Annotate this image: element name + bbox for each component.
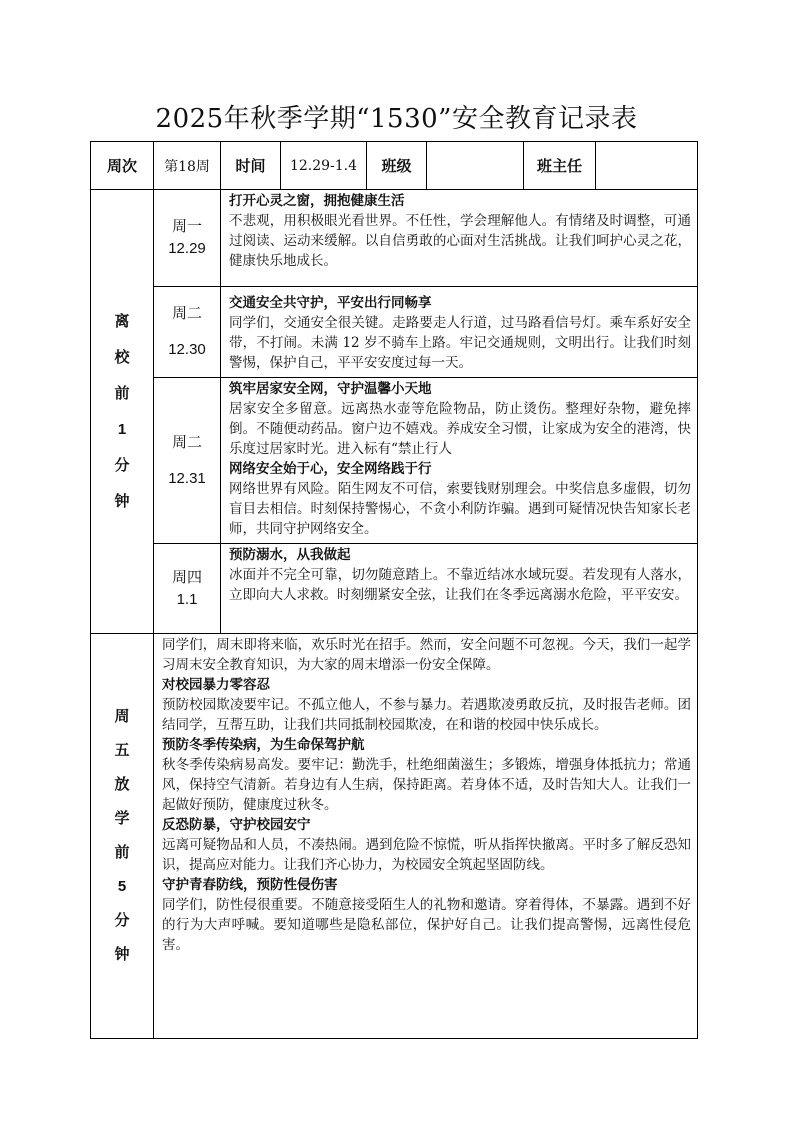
- day-cell: 周二 12.30: [154, 287, 221, 378]
- topic-text: 预防校园欺凌要牢记。不孤立他人，不参与暴力。若遇欺凌勇敢反抗，及时报告老师。团结同学，互帮互助，让我们共同抵制校园欺凌，在和谐的校园中快乐成长。: [162, 697, 691, 733]
- week-value[interactable]: 第18周: [154, 142, 221, 190]
- topic-text: 远离可疑物品和人员，不凑热闹。遇到危险不惊慌，听从指挥快撤离。平时多了解反恐知识，提高应对能力。让我们齐心协力，为校园安全筑起坚固防线。: [162, 837, 691, 873]
- day-row: [91, 378, 698, 544]
- topic-text: 居家安全多留意。远离热水壶等危险物品，防止烫伤。整理好杂物，避免摔倒。不随便动药品。窗户边不嬉戏。养成安全习惯，让家成为安全的港湾，快乐度过居家时光。进入标有“禁止行人: [229, 401, 691, 457]
- topic-text: 不悲观，用积极眼光看世界。不任性，学会理解他人。有情绪及时调整，可通过阅读、运动来缓解。以自信勇敢的心面对生活挑战。让我们呵护心灵之花，健康快乐地成长。: [229, 213, 691, 269]
- day-content: [221, 287, 698, 378]
- page-title: 2025年秋季学期“1530”安全教育记录表: [155, 104, 638, 134]
- topic-text: 冰面并不完全可靠，切勿随意踏上。不靠近结冰水域玩耍。若发现有人落水，立即向大人求救。时刻绷紧安全弦，让我们在冬季远离溺水危险，平平安安。: [229, 567, 691, 603]
- section-label-before-leaving: 离 校 前 1 分 钟: [91, 190, 154, 634]
- topic-heading: 预防溺水，从我做起: [229, 547, 351, 563]
- header-row: [91, 142, 698, 190]
- topic-text: 同学们，防性侵很重要。不随意接受陌生人的礼物和邀请。穿着得体，不暴露。遇到不好的行为大声呼喊。要知道哪些是隐私部位，保护好自己。让我们提高警惕，远离性侵危害。: [162, 897, 691, 953]
- friday-content: [154, 634, 698, 1039]
- class-value[interactable]: [427, 142, 524, 190]
- day-content: [221, 190, 698, 287]
- day-cell: 周四 1.1: [154, 544, 221, 634]
- topic-heading: 反恐防暴，守护校园安宁: [162, 817, 311, 833]
- topic-text: 网络世界有风险。陌生网友不可信，索要钱财别理会。中奖信息多虚假，切勿盲目去相信。时刻保持警惕心，不贪小利防诈骗。遇到可疑情况快告知家长老师，共同守护网络安全。: [229, 481, 691, 537]
- day-row: [91, 544, 698, 634]
- intro-text: 同学们，周末即将来临，欢乐时光在招手。然而，安全问题不可忽视。今天，我们一起学习周末安全教育知识，为大家的周末增添一份安全保障。: [162, 637, 691, 673]
- topic-heading: 打开心灵之窗，拥抱健康生活: [229, 193, 405, 209]
- day-content: [221, 378, 698, 544]
- topic-heading: 筑牢居家安全网，守护温馨小天地: [229, 381, 432, 397]
- topic-heading: 预防冬季传染病，为生命保驾护航: [162, 737, 365, 753]
- friday-row: [91, 634, 698, 1039]
- teacher-label: 班主任: [524, 142, 596, 190]
- day-cell: 周二 12.31: [154, 378, 221, 544]
- week-label: 周次: [91, 142, 154, 190]
- topic-text: 秋冬季传染病易高发。要牢记：勤洗手，杜绝细菌滋生；多锻炼，增强身体抵抗力；常通风，保持空气清新。若身边有人生病，保持距离。若身体不适，及时告知大人。让我们一起做好预防，健康度过秋冬。: [162, 757, 691, 813]
- safety-record-table: [90, 141, 698, 1039]
- class-label: 班级: [367, 142, 427, 190]
- day-content: [221, 544, 698, 634]
- teacher-value[interactable]: [596, 142, 698, 190]
- topic-heading: 网络安全始于心，安全网络践于行: [229, 461, 432, 477]
- topic-text: 同学们，交通安全很关键。走路要走人行道，过马路看信号灯。乘车系好安全带，不打闹。未满 12 岁不骑车上路。牢记交通规则，文明出行。让我们时刻警惕，保护自己，平平安安度过每一天。: [229, 315, 691, 371]
- topic-heading: 对校园暴力零容忍: [162, 677, 270, 693]
- topic-heading: 守护青春防线，预防性侵伤害: [162, 877, 338, 893]
- day-row: [91, 287, 698, 378]
- day-row: [91, 190, 698, 287]
- time-value[interactable]: 12.29-1.4: [281, 142, 367, 190]
- time-label: 时间: [221, 142, 281, 190]
- topic-heading: 交通安全共守护，平安出行同畅享: [229, 295, 432, 311]
- section-label-friday: 周 五 放 学 前 5 分 钟: [91, 634, 154, 1039]
- day-cell: 周一 12.29: [154, 190, 221, 287]
